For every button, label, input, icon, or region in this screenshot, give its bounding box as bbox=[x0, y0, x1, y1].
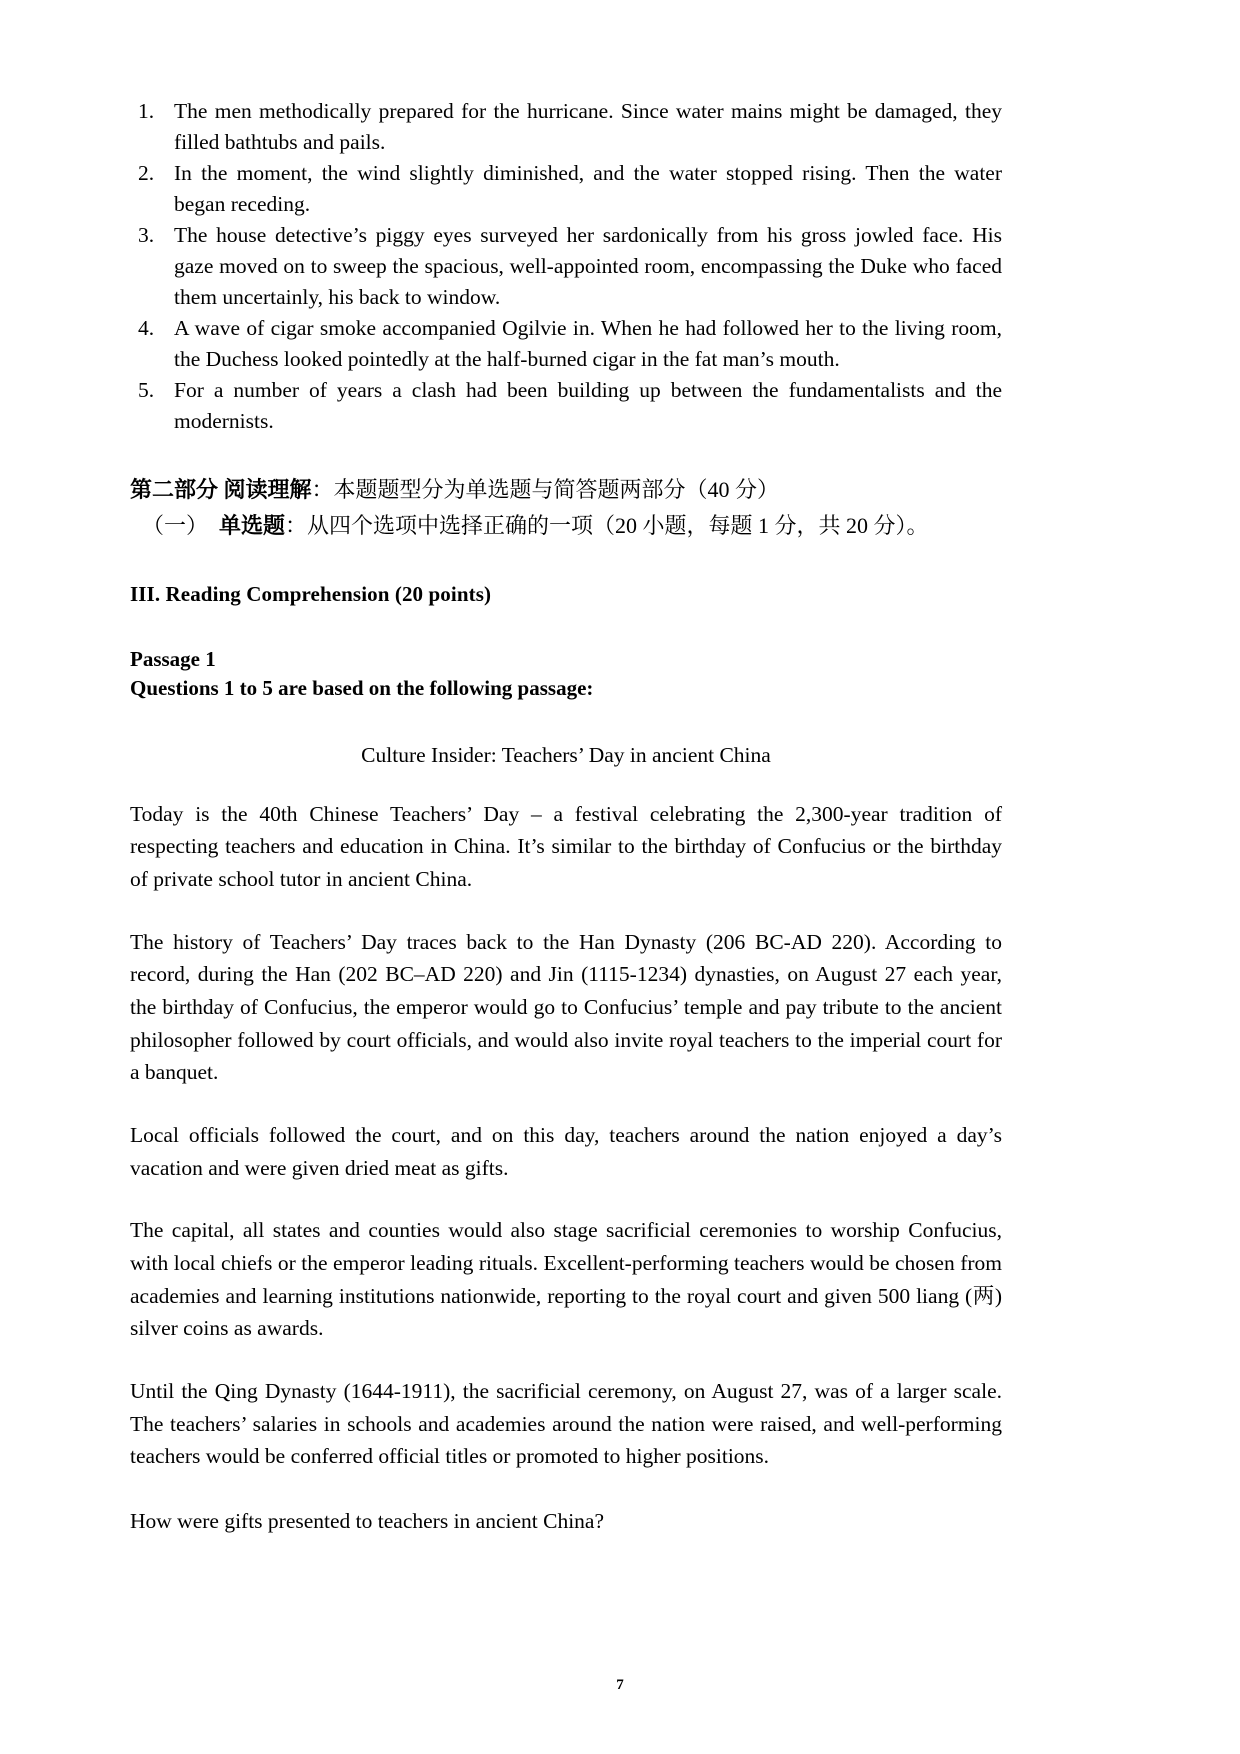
list-item-text: The men methodically prepared for the hurricane. Since water mains might be damaged, they filled bathtubs and pails. bbox=[174, 99, 1002, 154]
list-item bbox=[130, 375, 1002, 437]
page-content bbox=[130, 96, 1002, 1538]
chinese-part-two-heading bbox=[130, 472, 1002, 508]
passage-paragraph: Local officials followed the court, and on this day, teachers around the nation enjoyed a day’s vacation and were given dried meat as gifts. bbox=[130, 1123, 1002, 1180]
list-item-marker: 1. bbox=[138, 99, 155, 123]
chinese-subsection-heading bbox=[130, 508, 1002, 544]
chinese-subsection-detail: ：从四个选项中选择正确的一项（20 小题，每题 1 分，共 20 分）。 bbox=[285, 513, 929, 539]
page-number: 7 bbox=[616, 1677, 624, 1693]
list-item-text: A wave of cigar smoke accompanied Ogilvie in. When he had followed her to the living room, the Duchess looked pointedly at the half-burned cigar in the fat man’s mouth. bbox=[174, 315, 1002, 371]
list-item bbox=[130, 220, 1002, 313]
numbered-sentence-list bbox=[130, 96, 1002, 436]
passage-title: Culture Insider: Teachers’ Day in ancient China bbox=[361, 742, 771, 767]
passage-paragraph: The capital, all states and counties would also stage sacrificial ceremonies to worship Confucius, with local chiefs or the emperor leading rituals. Excellent-performing teachers would be chosen from academies and learning institutions nationwide, reporting to the royal court and given 500 liang (两) silver coins as awards. bbox=[130, 1218, 1002, 1341]
list-item bbox=[130, 313, 1002, 375]
list-item-marker: 5. bbox=[138, 377, 155, 402]
list-item-text: For a number of years a clash had been building up between the fundamentalists and the modernists. bbox=[174, 377, 1002, 433]
passage-label: Passage 1 bbox=[130, 646, 216, 671]
chinese-part-two-detail: ：本题题型分为单选题与简答题两部分（40 分） bbox=[311, 477, 780, 503]
list-item-marker: 4. bbox=[138, 315, 155, 340]
list-item-marker: 3. bbox=[138, 222, 155, 247]
list-item-text: In the moment, the wind slightly diminished, and the water stopped rising. Then the water began receding. bbox=[174, 160, 1002, 216]
passage-closing-question: How were gifts presented to teachers in ancient China? bbox=[130, 1509, 605, 1534]
list-item-marker: 2. bbox=[138, 160, 155, 185]
chinese-subsection-index: （一） bbox=[142, 513, 220, 539]
passage-paragraph: Today is the 40th Chinese Teachers’ Day – a festival celebrating the 2,300-year tradition of respecting teachers and education in China. It’s similar to the birthday of Confucius or the birthday of private school tutor in ancient China. bbox=[130, 801, 1002, 892]
list-item-text: The house detective’s piggy eyes surveyed her sardonically from his gross jowled face. His gaze moved on to sweep the spacious, well-appointed room, encompassing the Duke who faced them uncertainly, his back to window. bbox=[174, 222, 1002, 309]
reading-comprehension-heading: III. Reading Comprehension (20 points) bbox=[130, 581, 492, 606]
chinese-part-two-label: 第二部分 阅读理解 bbox=[130, 477, 312, 503]
passage-paragraph: The history of Teachers’ Day traces back to the Han Dynasty (206 BC-AD 220). According to record, during the Han (202 BC–AD 220) and Jin (1115-1234) dynasties, on August 27 each year, the birthday of Confucius, the emperor would go to Confucius’ temple and pay tribute to the ancient philosopher followed by court officials, and would also invite royal teachers to the imperial court for a banquet. bbox=[130, 929, 1002, 1085]
chinese-section-headings bbox=[130, 472, 1002, 543]
passage-paragraph: Until the Qing Dynasty (1644-1911), the sacrificial ceremony, on August 27, was of a larger scale. The teachers’ salaries in schools and academies around the nation were raised, and well-performing teachers would be conferred official titles or promoted to higher positions. bbox=[130, 1379, 1002, 1469]
list-item bbox=[130, 96, 1002, 158]
chinese-subsection-label: 单选题 bbox=[219, 513, 286, 539]
passage-questions-note: Questions 1 to 5 are based on the following passage: bbox=[130, 675, 594, 700]
list-item bbox=[130, 158, 1002, 220]
